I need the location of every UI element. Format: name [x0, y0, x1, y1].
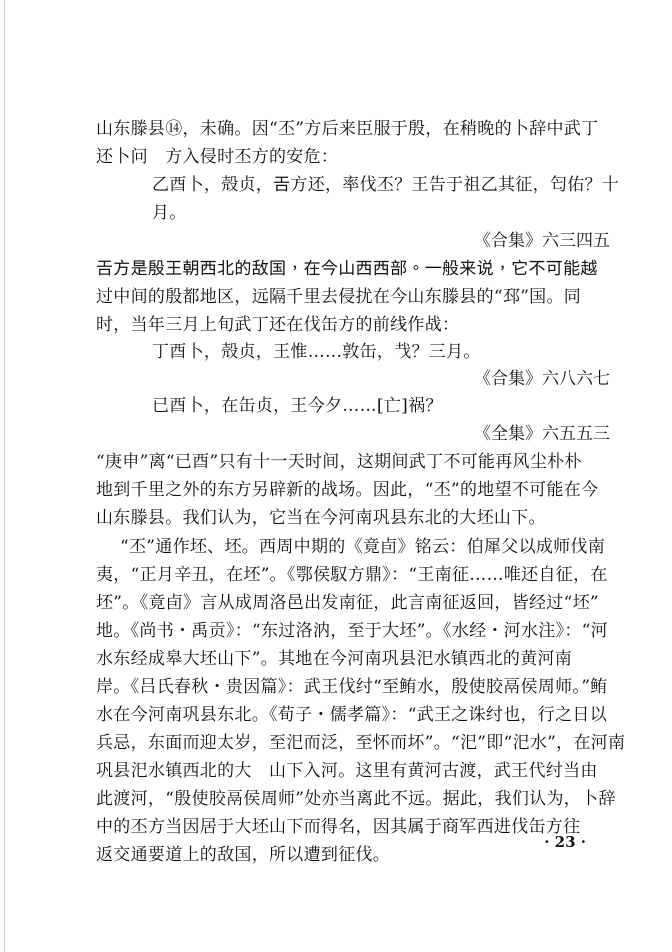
text-line: 坯”。《竟卣》言从成周洛邑出发南征，此言南征返回，皆经过“坯”	[96, 593, 599, 613]
text-line: 𢀛方是殷王朝西北的敌国，在今山西西部。一般来说，它不可能越	[96, 259, 598, 279]
text-line: 中的丕方当因居于大坯山下而得名，因其属于商军西进伐缶方往	[96, 817, 581, 837]
paragraph-first-line: “丕”通作坯、坯。西周中期的《竟卣》铭云：伯犀父以成师伐南	[120, 537, 606, 557]
text-line: 山东滕县⑭，未确。因“丕”方后来臣服于殷，在稍晚的卜辞中武丁	[96, 119, 599, 139]
text-line: 还卜问 方入侵时丕方的安危：	[96, 147, 339, 167]
quote-line: 乙酉卜，殻贞，𢀛方还，率伐丕？王告于祖乙其征，匄佑？十	[152, 175, 620, 195]
text-line: 此渡河，“殷使胶鬲侯周师”处亦当离此不远。据此，我们认为，卜辞	[96, 789, 616, 809]
text-line: 夷，“正月辛丑，在坯”。《鄂侯馭方鼎》：“王南征……唯还自征，在	[96, 565, 608, 585]
text-line: 兵忌，东面而迎太岁，至汜而泛，至怀而坏”。“汜”即“汜水”，在河南	[96, 733, 626, 753]
text-line: 山东滕县。我们认为，它当在今河南巩县东北的大坯山下。	[96, 508, 546, 528]
quote-line: 月。	[152, 203, 187, 223]
text-line: 返交通要道上的敌国，所以遭到征伐。	[96, 845, 391, 865]
text-line: 时，当年三月上旬武丁还在伐缶方的前线作战：	[96, 315, 460, 335]
text-line: “庚申”离“已酉”只有十一天时间，这期间武丁不可能再风尘朴朴	[96, 452, 582, 472]
page-number: · 23 ·	[544, 833, 586, 851]
text-line: 地。《尚书・禹贡》：“东过洛汭，至于大坯”。《水经・河水注》：“河	[96, 621, 608, 641]
text-line: 水东经成皋大坯山下”。其地在今河南巩县汜水镇西北的黄河南	[96, 649, 573, 669]
text-line: 水在今河南巩县东北。《荀子・儒孝篇》：“武王之诛纣也，行之日以	[96, 705, 607, 725]
quote-line: 已酉卜，在缶贞，王今夕……[亡]祸？	[152, 396, 443, 416]
text-line: 巩县汜水镇西北的大 山下入河。这里有黄河古渡，武王代纣当由	[96, 761, 598, 781]
citation: 《全集》六五五三	[474, 424, 610, 444]
citation: 《合集》六三四五	[474, 231, 610, 251]
citation: 《合集》六八六七	[474, 369, 610, 389]
quote-line: 丁酉卜，殻贞，王惟……敦缶，𢦏？三月。	[152, 342, 481, 362]
text-line: 过中间的殷都地区，远隔千里去侵扰在今山东滕县的“邳”国。同	[96, 287, 582, 307]
text-line: 岸。《吕氏春秋・贵因篇》：武王伐纣“至鲔水，殷使胶鬲侯周师。”鲔	[96, 677, 608, 697]
text-line: 地到千里之外的东方另辟新的战场。因此，“丕”的地望不可能在今	[96, 480, 599, 500]
